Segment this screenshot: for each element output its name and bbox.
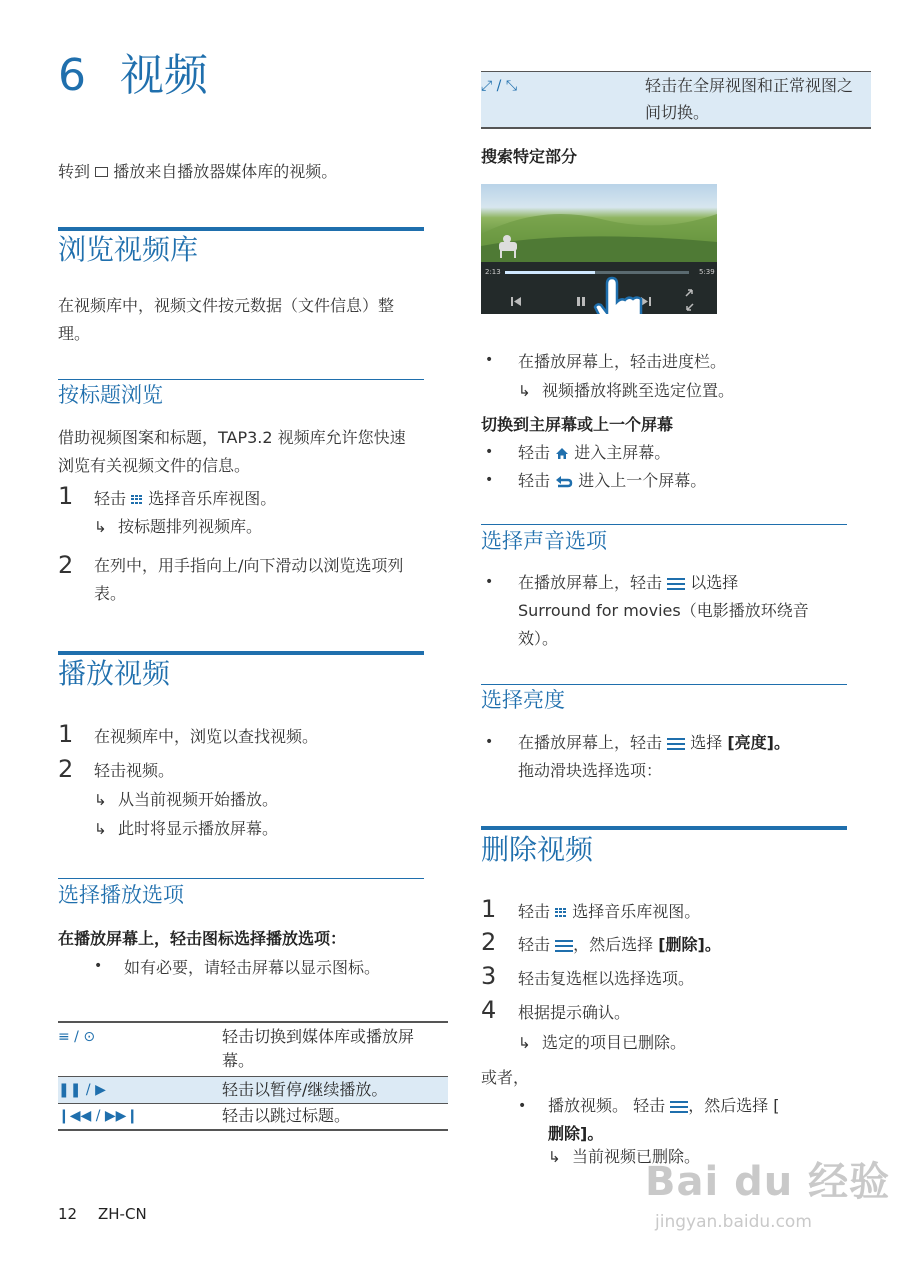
step-text: 在视频库中，浏览以查找视频。 — [94, 727, 319, 746]
step-result: ↳ 按标题排列视频库。 — [94, 513, 262, 541]
video-frame — [481, 184, 717, 314]
result-arrow-icon: ↳ — [94, 820, 107, 838]
time-total: 5:39 — [699, 268, 715, 276]
heading-search-section: 搜索特定部分 — [481, 147, 578, 166]
by-title-text: 借助视频图案和标题，TAP3.2 视频库允许您快速浏览有关视频文件的信息。 — [58, 428, 406, 475]
bullet-dot: • — [485, 734, 494, 750]
home-icon — [555, 447, 569, 460]
step-text: 轻击视频。 — [94, 761, 175, 780]
or-text: 或者， — [481, 1068, 530, 1087]
menu-icon — [667, 738, 685, 750]
menu-icon — [670, 1101, 688, 1113]
step-result: ↳ 选定的项目已删除。 — [518, 1029, 686, 1057]
pause-play-icon: ❚❚ / ▶ — [58, 1082, 106, 1098]
language-code: ZH-CN — [98, 1205, 147, 1223]
step-text: 轻击 ，然后选择 [删除]。 — [518, 935, 721, 954]
table-row: ❙◀◀ / ▶▶❙ 轻击以跳过标题。 — [58, 1103, 448, 1131]
result-arrow-icon: ↳ — [518, 382, 531, 400]
heading-switch-screen: 切换到主屏幕或上一个屏幕 — [481, 415, 674, 434]
table-row: ❚❚ / ▶ 轻击以暂停/继续播放。 — [58, 1076, 448, 1104]
step-result: ↳ 此时将显示播放屏幕。 — [94, 815, 278, 843]
bullet-dot: • — [94, 958, 103, 974]
menu-icon — [555, 940, 573, 952]
video-player-screenshot — [481, 184, 717, 314]
subsection-rule — [481, 684, 847, 685]
subsection-rule — [58, 878, 424, 879]
result-arrow-icon: ↳ — [518, 1034, 531, 1052]
back-icon — [555, 475, 573, 488]
step-number: 4 — [481, 996, 497, 1024]
time-elapsed: 2:13 — [485, 268, 501, 276]
chapter-title — [58, 50, 208, 101]
step-text: 轻击 选择音乐库视图。 — [94, 489, 277, 508]
bullet-dot: • — [485, 444, 494, 460]
search-bullet: 在播放屏幕上，轻击进度栏。 — [518, 352, 727, 371]
heading-sound-options: 选择声音选项 — [481, 529, 607, 553]
library-grid-icon — [555, 908, 567, 917]
table-row: ≡ / ⊙ 轻击切换到媒体库或播放屏幕。 — [58, 1027, 415, 1070]
page-number: 12 — [58, 1205, 78, 1223]
step-text: 轻击复选框以选择选项。 — [518, 969, 695, 988]
menu-icon — [667, 578, 685, 590]
step-number: 3 — [481, 962, 497, 990]
back-bullet: 轻击 进入上一个屏幕。 — [518, 471, 707, 490]
step-number: 2 — [58, 755, 74, 783]
alt-text: 播放视频。 轻击 ，然后选择 [ 删除]。 — [548, 1096, 780, 1143]
options-table — [58, 1021, 448, 1129]
heading-playback-options: 选择播放选项 — [58, 883, 184, 907]
heading-browse-by-title: 按标题浏览 — [58, 383, 163, 407]
baidu-watermark-url: jingyan.baidu.com — [655, 1212, 812, 1232]
intro-text: 转到 播放来自播放器媒体库的视频。 — [58, 162, 338, 181]
heading-brightness: 选择亮度 — [481, 688, 565, 712]
skip-icon: ❙◀◀ / ▶▶❙ — [58, 1108, 139, 1124]
step-number: 1 — [58, 482, 74, 510]
step-text: 轻击 选择音乐库视图。 — [518, 902, 701, 921]
library-play-toggle-icon: ≡ / ⊙ — [58, 1029, 96, 1045]
step-result: ↳ 当前视频已删除。 — [548, 1143, 700, 1171]
step-number: 1 — [481, 895, 497, 923]
library-grid-icon — [131, 495, 143, 504]
sound-text: 在播放屏幕上，轻击 以选择 Surround for movies（电影播放环绕音效）。 — [518, 573, 809, 648]
chapter-name: 视频 — [120, 50, 208, 101]
heading-delete-video: 删除视频 — [481, 833, 594, 866]
subsection-rule — [58, 379, 424, 380]
step-text: 在列中，用手指向上/向下滑动以浏览选项列表。 — [94, 556, 404, 603]
heading-browse-library: 浏览视频库 — [58, 233, 199, 266]
options-bullet: 如有必要，请轻击屏幕以显示图标。 — [124, 958, 381, 977]
result-arrow-icon: ↳ — [548, 1148, 561, 1166]
step-result: ↳ 从当前视频开始播放。 — [94, 786, 278, 814]
result-arrow-icon: ↳ — [94, 518, 107, 536]
step-text: 根据提示确认。 — [518, 1003, 631, 1022]
step-number: 2 — [481, 928, 497, 956]
section-rule — [481, 826, 847, 830]
baidu-watermark-logo: Bai du 经验 — [645, 1159, 891, 1205]
fullscreen-toggle-icon: ⤢ / ⤡ — [481, 78, 518, 94]
bullet-dot: • — [518, 1098, 527, 1114]
table-row: ⤢ / ⤡ 轻击在全屏视图和正常视图之间切换。 — [481, 71, 871, 129]
result-arrow-icon: ↳ — [94, 791, 107, 809]
bullet-dot: • — [485, 472, 494, 488]
video-library-icon — [95, 167, 108, 177]
heading-play-video: 播放视频 — [58, 657, 171, 690]
options-lead: 在播放屏幕上，轻击图标选择播放选项： — [58, 929, 347, 948]
brightness-text: 在播放屏幕上，轻击 选择 [亮度]。 拖动滑块选择选项： — [518, 733, 790, 780]
chapter-number: 6 — [58, 50, 86, 101]
step-number: 2 — [58, 551, 74, 579]
step-number: 1 — [58, 720, 74, 748]
browse-text: 在视频库中，视频文件按元数据（文件信息）整理。 — [58, 296, 395, 343]
bullet-dot: • — [485, 574, 494, 590]
section-rule — [58, 651, 424, 655]
subsection-rule — [481, 524, 847, 525]
bullet-dot: • — [485, 352, 494, 368]
step-result: ↳ 视频播放将跳至选定位置。 — [518, 377, 734, 405]
home-bullet: 轻击 进入主屏幕。 — [518, 443, 671, 462]
section-rule — [58, 227, 424, 231]
